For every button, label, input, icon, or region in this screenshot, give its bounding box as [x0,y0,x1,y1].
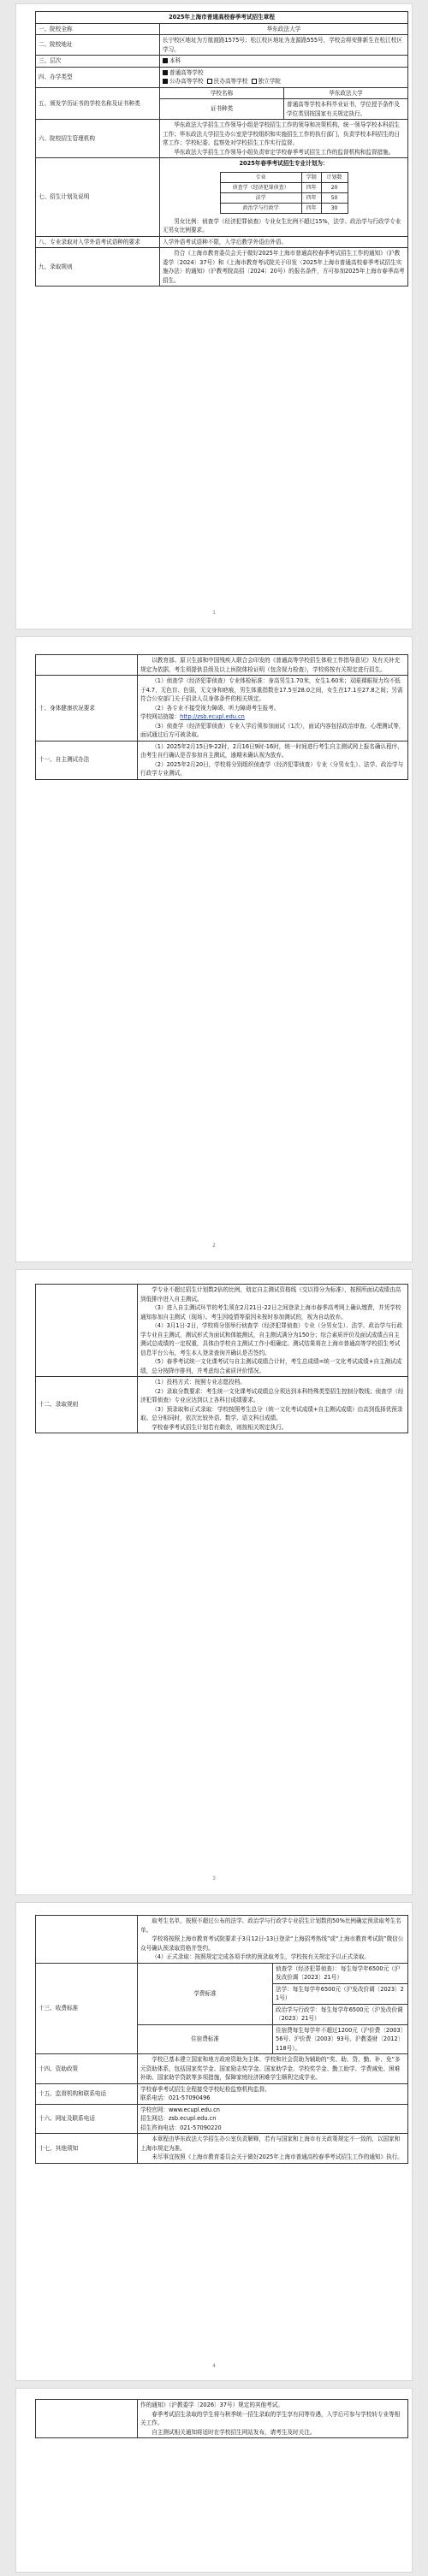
value-language: 入学外语考试语种不限，入学后教学外语由外语。 [160,236,408,248]
row-school-name [36,23,408,35]
supervision-phone: 021-57090496 [168,2094,211,2101]
cert-school-label: 学校名称 [160,87,284,99]
row-cert-school [36,87,408,99]
plan-header-major: 专业 [220,172,301,182]
label-school-name: 一、院校全称 [36,23,160,35]
admission-phone: 021-57090220 [180,2124,222,2131]
row-admission [36,1377,408,1433]
admission-website-link[interactable]: zsb.ecupl.edu.cn [168,2115,217,2122]
document-title: 2025年上海市普通高校春季考试招生章程 [36,12,408,24]
page-number: 3 [212,1876,216,1882]
row-other [36,2134,408,2164]
value-management [160,120,408,158]
row-physical [36,676,408,741]
value-other [138,2134,408,2164]
cert-type-value: 普通高等学校本科毕业证书，学位授予条件及学位类别按国家有关规定执行。 [284,99,408,120]
other-p2: 未尽事宜按照《上海市教育委员会关于做好2025年上海市普通高校春季考试招生工作的通知》执行。 [152,2154,403,2160]
row-aid [36,2054,408,2084]
row-type [36,67,408,87]
plan-header-years: 学制 [301,172,321,182]
value-supervision: 学校春季考试招生全程接受学校纪检监察机构监督。 联系电话：021-57090496 [138,2083,408,2104]
selftest-p1: （1）2025年2月15日9-22时，2月16日9时-16时，统一时间进行考生自主测试网上报名确认程序，由考生自行确认是否参加自主测试，逾期未确认视为放弃。 [140,742,403,759]
row-rules [36,248,408,287]
row-rules-cont [36,655,408,676]
row-plan [36,158,408,237]
row-management [36,120,408,158]
row-fees-tuition-1 [36,1963,408,1983]
admission-p4: 学校春季考试招生计划若有剩余，则按相关规定执行。 [152,1423,288,1431]
plan-table-title: 2025年春季考试招生专业计划为： [239,160,329,167]
row-supervision [36,2083,408,2104]
page-number: 1 [212,610,216,616]
type-option-2: 公办高等学校 [169,78,204,85]
value-physical: （1）侦查学（经济犯罪侦查）专业体检标准：身高男生1.70米，女生1.60米；双眼裸眼视力均不低于4.7，无色盲、色弱，无文身和疤痕，男生体重指数在17.5至28.0之间，女生在17.1至27.8之间；另需符合公安部门关于招录人员身体条件的相关规定。 （2）各专业不接受视力障碍、听力障碍考生报考。 学校网站链接：http://zsb.ecupl.edu.cn （3）侦查学（经济犯罪侦查）专业入学后须参加面试（1次），面试内容包括政治审查、心理测试等，面试通过后方可被录取。 [138,676,408,741]
value-plan [160,158,408,237]
level-text: 本科 [169,57,181,64]
value-address: 长宁校区地址为万航渡路1575号；松江校区地址为龙源路555号，学校会将安排新生在松江校区学习。 [160,35,408,56]
row-other-cont [36,2400,408,2438]
row-admission-cont [36,1916,408,1964]
tuition-item-2: 法学：每生每学年6500元（沪发改价调〔2023〕21号） [273,1983,408,2004]
other-p1: 本章程由华东政法大学招生办公室负责解释，若有与国家和上海市有关政策规定不一致的，以国家和上海市规定为准。 [140,2136,401,2152]
plan-inner-table [220,172,348,214]
type-option-3: 民办高等学校 [213,78,248,85]
row-website [36,2104,408,2134]
selftest-p2: （2）2025年2月20日，学校将分别组织侦查学（经济犯罪侦查）专业（分男女生）、法学、政治学与行政学专业测试。 [140,760,404,777]
other-p3: 作的通知》（沪教委学〔2026〕37号）规定的其他考试。 [140,2402,283,2408]
label-admission: 十二、录取规则 [36,1377,138,1433]
rules-p2: 以教育部、原卫生部和中国残疾人联合会印发的《普通高等学校招生体检工作指导意见》及有关补充规定为依据，考生须提供县级及以上医院体检证明（包含视力检查），学校将按有关规定进行招生。 [140,657,401,673]
plan-header-count: 计划数 [321,172,348,182]
official-website-link[interactable]: www.ecupl.edu.cn [168,2106,220,2113]
physical-p4: （2）各专业不接受视力障碍、听力障碍考生报考。 [152,704,280,712]
value-school-name: 华东政法大学 [160,23,408,35]
document-page-1 [15,3,413,629]
row-selftest-cont [36,1285,408,1377]
tuition-label: 学费标准 [138,1963,273,2024]
label-type: 四、办学类型 [36,67,160,87]
value-level [160,56,408,68]
table-row: 政治学与行政学 四年 30 [220,203,348,213]
school-website-link[interactable]: http://zsb.ecupl.edu.cn [180,713,245,720]
label-level: 三、层次 [36,56,160,68]
value-aid: 学校已基本建立国家和地方政府资助为主体、学校和社会资助为辅助的“奖、助、贷、勤、补、免”多元资助体系，包括国家奖学金、国家励志奖学金、国家助学金、学校奖学金、勤工助学、学费减免、困难补助、国家助学贷款等多项措施，保障家庭经济困难学生顺利完成学业。 [138,2054,408,2084]
charter-table-part-5 [35,2399,408,2438]
page-number: 2 [212,1243,216,1249]
label-language: 八、专业录取对入学外语考试语种的要求 [36,236,160,248]
label-other: 十七、其他须知 [36,2134,138,2164]
label-cert: 五、颁发学历证书的学校名称及证书种类 [36,87,160,120]
selftest2-p3: （4）3月1日-2日，学校将分别举行侦查学（经济犯罪侦查）专业（分男女生）、法学、政治学与行政学专业自主测试，测试形式为面试和体能测试，自主测试满分为150分；综合素质评价及面试成绩占自主测试总成绩的一定权重，具体由学校自主测试工作小组确定。测试结果将在上海市普通高等学校招生考试信息平台公布，考生本人登录查询并确认是否签约。 [140,1322,402,1356]
label-plan: 七、招生计划及说明 [36,158,160,237]
tuition-item-1: 侦查学（经济犯罪侦查）：每生每学年6500元（沪发改价调〔2023〕21号） [273,1963,408,1983]
value-website: 学校官网：www.ecupl.edu.cn 招生网站：zsb.ecupl.edu.cn 招生咨询电话：021-57090220 [138,2104,408,2134]
lodging-value: 住宿费每生每学年不超过1200元（沪价费〔2003〕56号、沪价费〔2003〕93号、沪教委财〔2012〕118号）。 [273,2024,408,2054]
lodging-label: 住宿费标准 [138,2024,273,2054]
physical-p1: （3）侦查学（经济犯罪侦查）专业入学后须参加面试（1次），面试内容包括政治审查、心理测试等，面试通过后方可被录取。 [140,722,405,738]
checked-box-icon [163,79,168,84]
management-p2: 华东政法大学招生工作领导小组负责审定学校春季考试招生工作的监督机构和监督措施。 [174,148,395,156]
type-option-1: 普通高等学校 [169,68,204,76]
selftest2-p4: （5）春季考试统一文化课考试与自主测试成绩合计时，考生总成绩=统一文化考试成绩+自主测试成绩，总分按降序排列，并考虑综合素质评价情况。 [140,1358,402,1374]
plan-note: 男女比例：侦查学（经济犯罪侦查）专业女生比例不超过15%，法学、政治学与行政学专业无男女比例要求。 [163,217,401,233]
label-supervision: 十五、监督机构和联系电话 [36,2083,138,2104]
charter-table-part-2 [35,654,408,780]
unchecked-box-icon [252,79,257,84]
row-selftest [36,741,408,779]
charter-table-part-1 [35,11,408,287]
row-language [36,236,408,248]
document-page-5 [15,2388,413,2573]
tuition-item-3: 政治学与行政学：每生每学年6500元（沪发改价调〔2023〕21号） [273,2004,408,2024]
document-page-4 [15,1902,413,2381]
charter-table-part-4 [35,1915,408,2164]
label-rules: 九、录取规则 [36,248,160,287]
other-p4: 春季考试招生录取的学生将与秋季统一招生录取的学生享有同等待遇，入学后可参与学校转专业等相关工作。 [140,2410,401,2426]
selftest2-p1: 学专业不超过招生计划数2倍的比例，划定自主测试资格线（交以得分为标准），按照所面试成绩由高到低排序进入自主测试。 [140,1286,401,1303]
label-fees: 十三、收费标准 [36,1963,138,2054]
label-address: 二、院校地址 [36,35,160,56]
value-admission [138,1377,408,1433]
table-row: 法学 四年 50 [220,192,348,203]
admission-cont-p2: 学校将按照上海市教育考试院要求于3月12日-13日登录“上海招考热线”或“上海市教育考试院”微信公众号确认预录取资格并签约。 [140,1935,404,1952]
unchecked-box-icon [207,79,212,84]
checked-box-icon [163,58,168,63]
document-page-2 [15,636,413,1262]
row-address [36,35,408,56]
value-rules-p1: 符合《上海市教育委员会关于做好2025年上海市普通高校春季考试招生工作的通知》（沪教委学〔2024〕37号）和《上海市教育考试院关于印发〈2025年上海市普通高校春季考试招生实施办法〉的通知》（沪教考院高招〔2024〕20号）的报名条件，方可参加2025年上海市春季高考招生。 [160,248,408,287]
type-option-4: 独立学院 [258,78,281,85]
label-selftest: 十一、自主测试办法 [36,741,138,779]
label-management: 六、院校招生管理机构 [36,120,160,158]
value-type [160,67,408,87]
label-website: 十六、网址及联系电话 [36,2104,138,2134]
table-row: 侦查学（经济犯罪侦查） 四年 20 [220,182,348,192]
checked-box-icon [163,70,168,75]
management-p1: 华东政法大学招生工作领导小组是学校招生工作的领导和决策机构，统一领导学校本科招生工作；华东政法大学招生办公室是学校组织和实施招生工作的执行部门，负责学校本科招生的日常工作；学校纪委、监察处对学校招生工作实行监督。 [163,121,400,146]
charter-table-part-3 [35,1284,408,1433]
document-page-3 [15,1269,413,1895]
selftest2-p2: （3）进入自主测试环节的考生须在2月21日-22日之间登录上海市春季高考网上确认缴费，并凭学校通知参加自主测试（现场）。考生因疫情等原因未按时参加测试的，视为自动放弃。 [140,1304,401,1320]
admission-p1: （1）投档方式：按照专业志愿投档。 [152,1379,246,1385]
cert-school-value: 华东政法大学 [284,87,408,99]
admission-p3: （3）预录取和正式录取：学校按照考生总分（统一文化考试成绩+自主测试成绩）由高到低择优预录取。总分相同时，依次比较外语、数学、语文科目成绩。 [140,1405,403,1421]
admission-p2: （2）录取分数要求：考生统一文化课考试成绩总分须达到本科特殊类型招生控制分数线；侦查学（经济犯罪侦查）专业应达到以上各科目成绩要求。 [140,1387,404,1403]
cert-type-label: 证书种类 [160,99,284,120]
label-physical: 十、身体健康状况要求 [36,676,138,741]
physical-p3: （1）侦查学（经济犯罪侦查）专业体检标准：身高男生1.70米，女生1.60米；双眼裸眼视力均不低于4.7，无色盲、色弱，无文身和疤痕，男生体重指数在17.5至28.0之间，女生在17.1至27.8之间；另需符合公安部门关于招录人员身体条件的相关规定。 [140,677,403,702]
value-selftest [138,741,408,779]
admission-cont-p1: 取考生名单，按照不超过公布的法学、政治学与行政学专业招生计划数的50%比例确定预录取考生名单。 [140,1917,401,1934]
other-p5: 自主测试相关通知将适时在学校招生网站发布，请考生及时关注。 [152,2428,316,2436]
label-aid: 十四、资助政策 [36,2054,138,2084]
page-number: 4 [212,2363,216,2369]
title-row [36,12,408,24]
admission-cont-p3: （4）正式录取：按照规定完成各项手续的预录取考生，学校按有关规定予以正式录取。 [152,1953,370,1960]
row-level [36,56,408,68]
